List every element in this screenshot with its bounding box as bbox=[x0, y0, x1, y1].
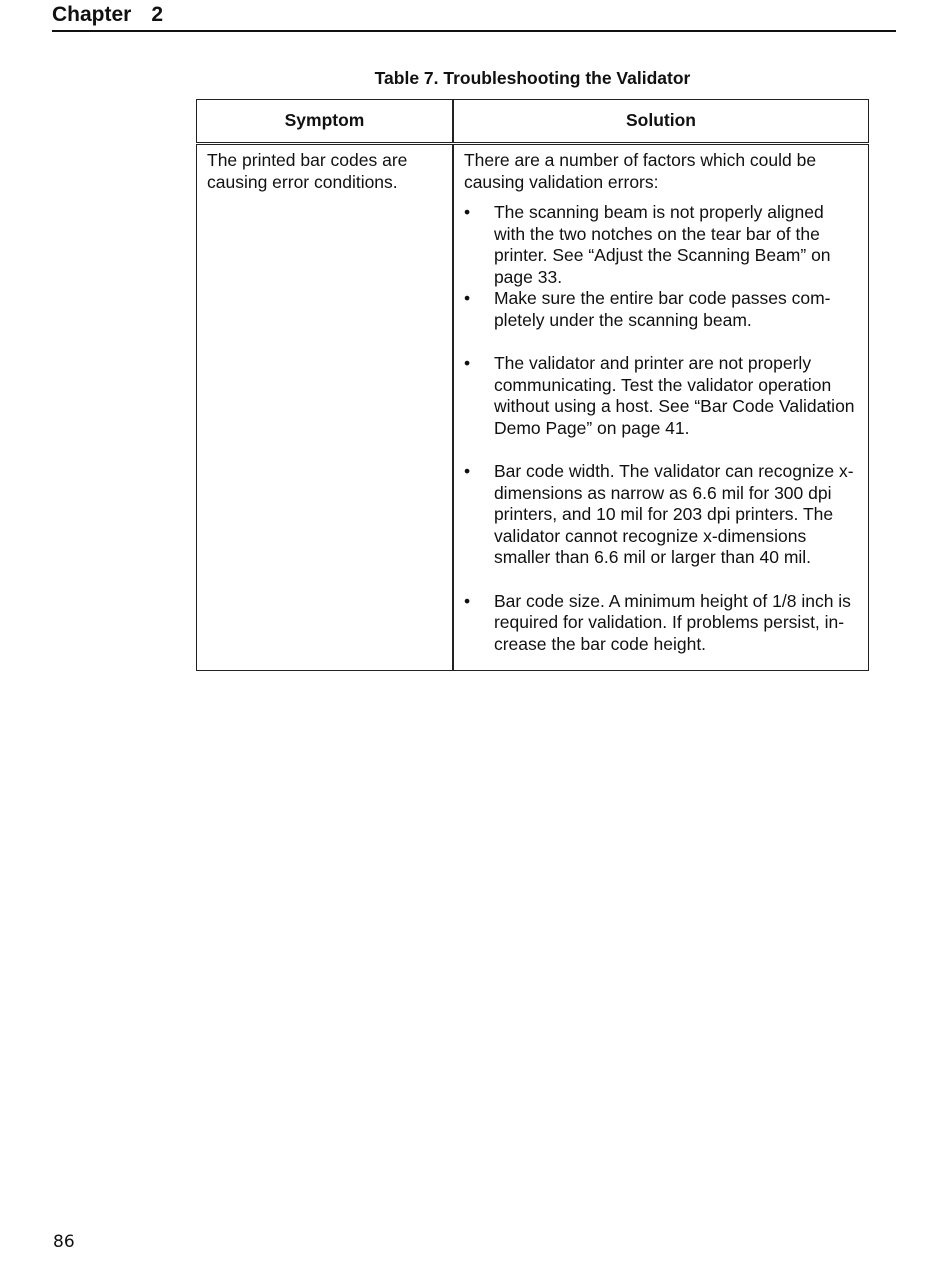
symptom-column-header: Symptom bbox=[197, 100, 453, 144]
solution-item-text: Bar code size. A minimum height of 1/8 inch is required for validation. If problems persist, in-crease the bar code height. bbox=[493, 590, 851, 654]
chapter-label: Chapter bbox=[52, 3, 132, 26]
table-caption: Table 7. Troubleshooting the Validator bbox=[374, 68, 691, 88]
solution-item bbox=[464, 288, 859, 331]
solution-item-text: The validator and printer are not properly communicating. Test the validator operation without using a host. See “Bar Code Validation Demo Page” on page 41. bbox=[493, 353, 855, 438]
troubleshooting-table bbox=[196, 99, 869, 671]
solution-item-text: The scanning beam is not properly aligned with the two notches on the tear bar of the printer. See “Adjust the Scanning Beam” on page 33. bbox=[493, 202, 831, 287]
chapter-number: 2 bbox=[151, 3, 164, 26]
bullet-icon: • bbox=[463, 202, 471, 222]
page-number: 86 bbox=[53, 1232, 75, 1252]
solution-item bbox=[464, 461, 859, 569]
bullet-icon: • bbox=[463, 353, 471, 373]
solution-cell bbox=[453, 144, 869, 671]
solution-item bbox=[464, 591, 859, 656]
table-row bbox=[197, 144, 869, 671]
symptom-cell: The printed bar codes are causing error conditions. bbox=[197, 144, 453, 671]
solution-item-text: Make sure the entire bar code passes com-pletely under the scanning beam. bbox=[493, 288, 831, 330]
bullet-icon: • bbox=[463, 288, 471, 308]
bullet-icon: • bbox=[463, 461, 471, 481]
solution-list bbox=[464, 202, 859, 655]
solution-column-header: Solution bbox=[453, 100, 869, 144]
solution-item bbox=[464, 202, 859, 288]
bullet-icon: • bbox=[463, 590, 471, 611]
solution-item-text: Bar code width. The validator can recognize x-dimensions as narrow as 6.6 mil for 300 dpi printers, and 10 mil for 203 dpi printers. The validator cannot recognize x-dimensions smaller than 6.6 mil or larger than 40 mil. bbox=[493, 461, 854, 567]
solution-intro: There are a number of factors which could be causing validation errors: bbox=[463, 150, 817, 192]
running-header bbox=[52, 2, 896, 32]
solution-item bbox=[464, 353, 859, 439]
table-header-row bbox=[197, 100, 869, 144]
